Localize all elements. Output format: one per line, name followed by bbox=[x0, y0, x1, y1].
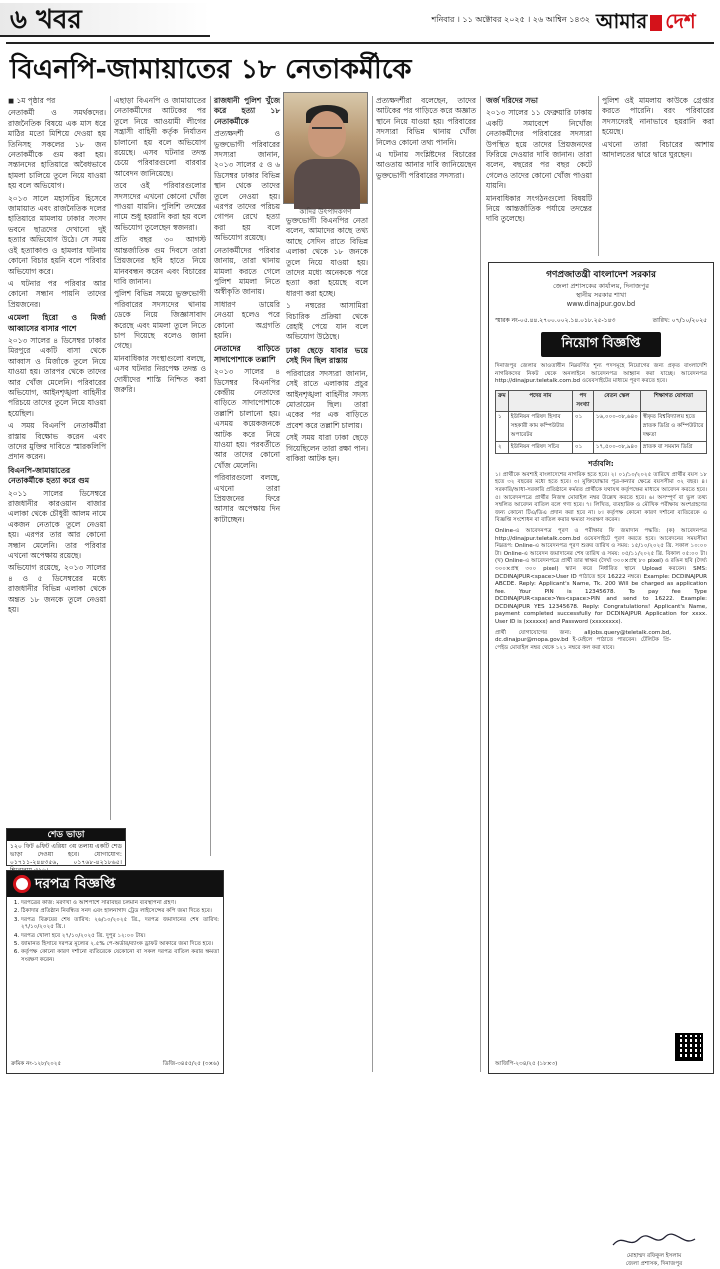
article-column-4 bbox=[286, 216, 368, 1072]
paragraph: ভুক্তভোগী বিএনপির নেতা বলেন, আমাদের কাছে তথ্য আছে সেদিন রাতে বিভিন্ন এলাকা থেকে ১৮ জনকে তুলে নিয়ে যাওয়া হয়। তাদের মধ্যে অনেককে পরে হত্যা করা হয়েছে বলে ধারণা করা হচ্ছে। bbox=[286, 216, 368, 298]
paragraph: তবে ওই পরিবারগুলোর সদস্যদের এখনো কোনো খোঁজ পাওয়া যায়নি। পুলিশি তদন্তের নামে শুধু হয়রানি করা হয় বলে অভিযোগ তুলেছেন স্বজনরা। bbox=[114, 181, 206, 232]
paragraph: নেতাকর্মীদের পরিবার জানায়, তারা থানায় মামলা করতে গেলে পুলিশ মামলা নিতে অস্বীকৃতি জানায়। bbox=[214, 245, 280, 297]
table-cell: ১৬,০০০-৩৮,৬৪০ bbox=[593, 411, 640, 441]
paragraph: এখনো তারা বিচারের আশায় আদালতের দ্বারে দ্বারে ঘুরছেন। bbox=[602, 139, 714, 160]
table-header: পদের নাম bbox=[508, 390, 572, 411]
paragraph: পরিবারের সদস্যরা জানান, সেই রাতে এলাকায় প্রচুর আইনশৃঙ্খলা বাহিনীর সদস্য মোতায়েন ছিল। তারা একের পর এক বাড়িতে প্রবেশ করে তল্লাশি চালায়। bbox=[286, 368, 368, 430]
list-item: 6. কর্তৃপক্ষ কোনো কারণ দর্শানো ব্যতিরেকে যেকোনো বা সকল দরপত্র বাতিল করার ক্ষমতা সংরক্ষণ করেন। bbox=[21, 949, 219, 964]
tender-footer-left: ক্রমিক নং-১২৮/২০২৫ bbox=[11, 1061, 62, 1067]
ad-memo-row bbox=[495, 315, 707, 326]
paragraph: ১ নম্বরের আসামিরা বিচারিক প্রক্রিয়া থেকে রেহাই পেয়ে যান বলে অভিযোগ উঠেছে। bbox=[286, 301, 368, 342]
paragraph: সেই সময় যারা ঢাকা ছেড়ে গিয়েছিলেন তারা রক্ষা পান। বাকিরা আটক হন। bbox=[286, 433, 368, 463]
list-item: 3. দরপত্র বিক্রয়ের শেষ তারিখ: ২৬/১০/২০২৫ খ্রি., দরপত্র জমাদানের শেষ তারিখ: ২৭/১০/২০২৫ খ্রি.। bbox=[21, 917, 219, 932]
vacancy-table bbox=[495, 390, 707, 454]
paragraph: ২০১৩ সালে মহাসচিব হিসেবে জামায়াত এবং রাজনৈতিক দলের হাতিয়ারে মামলায় ঢাকার সংসদ ভবনে ছাত্রদের দেখানো দুই হত্যার অভিযোগ উঠে। সে সময় ওই হত্যাকাণ্ড ও হামলার ঘটনায় কোনো বিচার হয়নি বলে পরিবার অভিযোগ করে। bbox=[8, 193, 106, 276]
qr-code-icon[interactable] bbox=[675, 1033, 703, 1061]
article-column-2 bbox=[114, 96, 206, 856]
classified-title: শেড ভাড়া bbox=[7, 829, 125, 841]
subheading: বিএনপি-জামায়াতের নেতাকর্মীকে হত্যা করে গুম bbox=[8, 465, 90, 486]
signatory-title: জেলা প্রশাসক, দিনাজপুর bbox=[625, 1261, 683, 1267]
paragraph: ২০১৩ সালের ৪ ডিসেম্বর বিএনপির কেন্দ্রীয় নেতাদের বাড়িতে সাদাপোশাকে তল্লাশি চালানো হয়। এসময় কয়েকজনকে আটক করে নিয়ে যাওয়া হয়। পরবর্তীতে আর তাদের কোনো খোঁজ মেলেনি। bbox=[214, 367, 280, 470]
paragraph: নেতাকর্মী ও সমর্থকদের। রাজনৈতিক বিষয়ে এক মাস ধরে মাঠির মতো মিশিয়ে দেওয়া হয় তিনিসহ সকলের ১৮ জন নেতাকর্মীকে গুম করা হয়। সন্তানদের হাতিয়ারে অবৈধভাবে হামলা চালিয়ে তুলে নিয়ে যাওয়া হয় বলে অভিযোগ। bbox=[8, 108, 106, 191]
paragraph: অভিযোগ রয়েছে, ২০১৩ সালের ৪ ও ৫ ডিসেম্বরের মধ্যে রাজধানীর বিভিন্ন এলাকা থেকে অন্তত ১৮ জনকে তুলে নেওয়া হয়। bbox=[8, 563, 106, 615]
signatory-name: মোহাম্মদ রফিকুল ইসলাম bbox=[626, 1253, 682, 1259]
tender-items bbox=[7, 897, 223, 964]
subheading: নেতাদের বাড়িতে সাদাপোশাকে তল্লাশি bbox=[214, 344, 280, 364]
subheading: এমেলা হিরো ও মির্জা আব্বাসের বাসার পাশে bbox=[8, 313, 106, 333]
paragraph: সাধারণ ডায়েরি নেওয়া হলেও পরে কোনো অগ্রগতি হয়নি। bbox=[214, 299, 280, 340]
paragraph: এ ঘটনায় সংশ্লিষ্টদের বিচারের আওতায় আনার দাবি জানিয়েছেন ভুক্তভোগী পরিবারের সদস্যরা। bbox=[376, 150, 476, 180]
ad-office: জেলা প্রশাসকের কার্যালয়, দিনাজপুর bbox=[553, 282, 649, 290]
tender-footer-right: ডিজি-৩৪৫৫/২৫ (৩×৬) bbox=[162, 1061, 219, 1067]
recruitment-advertisement bbox=[488, 262, 714, 1267]
paragraph: মানবাধিকার সংগঠনগুলো বিষয়টি নিয়ে আন্তর্জাতিক পর্যায়ে তদন্তের দাবি তুলেছে। bbox=[486, 193, 592, 224]
photo-glasses bbox=[312, 127, 342, 133]
column-divider bbox=[110, 96, 111, 820]
newspaper-brand bbox=[596, 6, 714, 36]
brand-first: আমার bbox=[596, 9, 648, 33]
paragraph: ◼ ১ম পৃষ্ঠার পর bbox=[8, 96, 56, 105]
brand-second: দেশ bbox=[665, 9, 696, 33]
table-header: বেতন স্কেল bbox=[593, 390, 640, 411]
paragraph: প্রতি বছর ৩০ আগস্ট আন্তর্জাতিক গুম দিবসে তারা প্রিয়জনের ছবি হাতে নিয়ে মানববন্ধন করেন এবং বিচারের দাবি জানান। bbox=[114, 235, 206, 286]
government-logo-icon bbox=[13, 875, 31, 893]
article-photo bbox=[283, 92, 368, 204]
classified-shed-rent bbox=[6, 828, 126, 866]
paragraph: ২০১৩ সালের ১১ ফেব্রুয়ারি ঢাকায় একটি সমাবেশে নিখোঁজ নেতাকর্মীদের পরিবারের সদস্যরা উপস্থিত হয়ে তাদের প্রিয়জনদের ফিরিয়ে দেওয়ার দাবি জানান। তারা বলেন, বছরের পর বছর কেটে গেলেও তাদের কোনো খোঁজ পাওয়া যায়নি। bbox=[486, 108, 592, 191]
list-item: 4. দরপত্র খোলা হবে ২৭/১০/২০২৫ খ্রি. দুপুর ১২:০০ টায়। bbox=[21, 933, 219, 940]
paragraph: ২০১৩ সালের ৪ ডিসেম্বর ঢাকার মিরপুরে একটি বাসা থেকে আব্বাস ও মির্জাকে তুলে নিয়ে যাওয়া হয়। তারপর থেকে তাদের আর খোঁজ মেলেনি। পরিবারের অভিযোগ, আইনশৃঙ্খলা বাহিনীর পরিচয়ে তাদের তুলে নিয়ে যাওয়া হয়েছিল। bbox=[8, 335, 106, 418]
list-item: 1. দরপত্রের কাজ: মরণখা ও আশপাশে সারাবছর চলমান ব্যবস্থাপনা গ্রহণ। bbox=[21, 900, 219, 907]
ad-footer-code: আর্জিপি-২৩৪/২৫ (১৮×৩) bbox=[495, 1061, 558, 1067]
ad-intro: দিনাজপুর জেলার আওতাধীন নিম্নবর্ণিত শূন্য পদসমূহে নিয়োগের জন্য প্রকৃত বাংলাদেশি নাগরিকদের নিকট থেকে অনলাইনে আবেদনপত্র আহ্বান করা যাচ্ছে। আবেদনপত্র http://dinajpur.teletalk.com.bd ওয়েবসাইটের মাধ্যমে পূরণ করতে হবে। bbox=[495, 363, 707, 385]
subheading: ঢাকা ছেড়ে যাবার ভয়ে সেই দিন ছিল রাস্তায় bbox=[286, 345, 368, 366]
paragraph: জর্জ দরিদের সভা bbox=[486, 96, 538, 105]
masthead bbox=[0, 0, 720, 44]
paragraph: এছাড়া বিএনপি ও জামায়াতের নেতাকর্মীদের আটকের পর তুলে নিয়ে আওয়ামী লীগের সন্ত্রাসী বাহিনী কর্তৃক নির্যাতন চালানো হয় বলে অভিযোগ রয়েছে। এসব ঘটনার তদন্ত চেয়ে পরিবারগুলো বারবার আবেদন জানিয়েছে। bbox=[114, 96, 206, 178]
article-column-5 bbox=[376, 96, 476, 1072]
classified-text: ১২০ ফিট ৬ফিট এরিয়া ৩য় তলায় একটি শেড ভাড়া দেওয়া হবে। যোগাযোগ: ০১৭১১-২৪৪৩৫৬, ০১৭৬৮-৪২১৮৬৫। bbox=[10, 843, 122, 866]
ad-memo-date: তারিখ: ০৭/১০/২০২৫ bbox=[652, 317, 707, 324]
table-header-row bbox=[496, 390, 707, 411]
photo-body bbox=[294, 159, 360, 209]
paragraph: প্রত্যক্ষদর্শীরা বলেছেন, তাদের আটকের পর গাড়িতে করে অজ্ঞাত স্থানে নিয়ে যাওয়া হয়। পরিবারের সদস্যরা বিভিন্ন থানায় খোঁজ নিলেও কোনো তথ্য পাননি। bbox=[376, 96, 476, 147]
signature-icon bbox=[609, 1231, 699, 1251]
header-rule bbox=[6, 42, 714, 44]
article-column-1 bbox=[8, 96, 106, 824]
tender-footer bbox=[7, 1058, 223, 1071]
table-header: শিক্ষাগত যোগ্যতা bbox=[640, 390, 706, 411]
table-cell: স্বীকৃত বিশ্ববিদ্যালয় হতে স্নাতক ডিগ্রি ও কম্পিউটারে দক্ষতা bbox=[640, 411, 706, 441]
instructions-text: Online-এ আবেদনপত্র পূরণ ও পরীক্ষার ফি জমাদান পদ্ধতি: (ক) আবেদনপত্র http://dinajpur.teletalk.com.bd ওয়েবসাইটে পূরণ করতে হবে। আবেদনের সময়সীমা নিম্নরূপ: Online-এ আবেদনপত্র পূরণ শুরুর তারিখ ও সময়: ১৫/১০/২০২৫ খ্রি. সকাল ১০:০০ টা। Online-এ আবেদন জমাদানের শেষ তারিখ ও সময়: ০৫/১১/২০২৫ খ্রি. বিকাল ০৫:০০ টা। (খ) Online-এ আবেদনপত্রে প্রার্থী তার স্বাক্ষর (দৈর্ঘ্য ৩০০×প্রস্থ ৮০ pixel) ও রঙিন ছবি (দৈর্ঘ্য ৩০০×প্রস্থ ৩০০ pixel) স্ক্যান করে নির্ধারিত স্থানে Upload করবেন। SMS: DCDINAJPUR<space>User ID পাঠাতে হবে 16222 নম্বরে। Example: DCDINAJPUR ABCDE. Reply: Applicant's Name, Tk. 200 Will be charged as application fee. Your PIN is 12345678. To pay fee Type DCDINAJPUR<space>Yes<space>PIN and send to 16222. Example: DCDINAJPUR YES 12345678. Reply: Congratulations! Applicant's Name, payment completed successfully for DCDINAJPUR Application for xxxx. User ID is (xxxxxx) and Password (xxxxxxxx). bbox=[495, 527, 707, 626]
tender-title: দরপত্র বিজ্ঞপ্তি bbox=[35, 876, 116, 892]
paragraph: মানবাধিকার সংস্থাগুলো বলছে, এসব ঘটনার নিরপেক্ষ তদন্ত ও দোষীদের শাস্তি নিশ্চিত করা জরুরি। bbox=[114, 353, 206, 394]
photo-caption: কাদির উৎপাদকগণ bbox=[299, 208, 352, 216]
ad-government-title: গণপ্রজাতন্ত্রী বাংলাদেশ সরকার bbox=[546, 270, 656, 280]
conditions-title: শর্তাবলি: bbox=[588, 459, 614, 468]
paragraph: প্রত্যক্ষদর্শী ও ভুক্তভোগী পরিবারের সদস্যরা জানান, ২০১৩ সালের ৫ ও ৬ ডিসেম্বর ঢাকার বিভিন্ন স্থান থেকে তাদের তুলে নেওয়া হয়। এরপর তাদের পরিচয় গোপন রেখে হত্যা করা হয় বলে অভিযোগ রয়েছে। bbox=[214, 129, 280, 243]
column-divider bbox=[598, 96, 599, 256]
page-section-label: ৬ খবর bbox=[0, 3, 210, 37]
tender-header bbox=[7, 871, 223, 897]
table-cell: ১ bbox=[496, 411, 509, 441]
table-header: ক্রম bbox=[496, 390, 509, 411]
list-item: 5. জামানত হিসাবে দরপত্র মূল্যের ২.৫% পে-অর্ডার/ব্যাংক ড্রাফট আকারে জমা দিতে হবে। bbox=[21, 941, 219, 948]
table-cell: স্নাতক বা সমমান ডিগ্রি bbox=[640, 441, 706, 453]
paragraph: এ ঘটনার পর পরিবার আর কোনো সন্ধান পায়নি তাদের প্রিয়জনের। bbox=[8, 278, 106, 309]
table-row bbox=[496, 411, 707, 441]
table-cell: ইউনিয়ন পরিষদ হিসাব সহকারী কাম কম্পিউটার অপারেটর bbox=[508, 411, 572, 441]
column-divider bbox=[372, 96, 373, 1072]
ad-website[interactable]: www.dinajpur.gov.bd bbox=[566, 300, 636, 308]
column-divider bbox=[210, 96, 211, 856]
paragraph: পরিবারগুলো বলছে, এখনো তারা প্রিয়জনের ফিরে আসার অপেক্ষায় দিন কাটাচ্ছেন। bbox=[214, 473, 280, 524]
paragraph: এ সময় বিএনপি নেতাকর্মীরা রাস্তায় বিক্ষোভ করেন এবং তাদের মুক্তির দাবিতে স্মারকলিপি প্রদান করেন। bbox=[8, 421, 106, 462]
table-header: পদ সংখ্যা bbox=[572, 390, 593, 411]
conditions-text: ১। প্রার্থীকে অবশ্যই বাংলাদেশের নাগরিক হতে হবে। ২। ০১/১০/২০২৫ তারিখে প্রার্থীর বয়স ১৮ হতে ৩২ বছরের মধ্যে হতে হবে। ৩। মুক্তিযোদ্ধার পুত্র-কন্যার ক্ষেত্রে বয়সসীমা ৩২ বছর। ৪। সরকারি/আধা-সরকারি প্রতিষ্ঠানে কর্মরত প্রার্থীকে যথাযথ কর্তৃপক্ষের মাধ্যমে আবেদন করতে হবে। ৫। আবেদনপত্রে প্রার্থীর নিজস্ব মোবাইল নম্বর উল্লেখ করতে হবে। ৬। অসম্পূর্ণ বা ভুল তথ্য সম্বলিত আবেদন বাতিল বলে গণ্য হবে। ৭। লিখিত, ব্যবহারিক ও মৌখিক পরীক্ষায় অংশগ্রহণের জন্য কোনো টিএ/ডিএ প্রদান করা হবে না। ৮। কর্তৃপক্ষ কোনো কারণ দর্শানো ব্যতিরেকে এ বিজ্ঞপ্তি সংশোধন বা বাতিল করার ক্ষমতা সংরক্ষণ করেন। bbox=[495, 471, 707, 524]
column-divider bbox=[480, 96, 481, 1072]
table-cell: ইউনিয়ন পরিষদ সচিব bbox=[508, 441, 572, 453]
paragraph: পুলিশ বিভিন্ন সময়ে ভুক্তভোগী পরিবারের সদস্যদের থানায় ডেকে নিয়ে জিজ্ঞাসাবাদ করেছে এবং মামলা তুলে নিতে চাপ দিয়েছে বলেও জানা গেছে। bbox=[114, 289, 206, 351]
tender-notice bbox=[6, 870, 224, 1074]
paragraph: পুলিশ ওই মামলায় কাউকে গ্রেপ্তার করতে পারেনি। বরং পরিবারের সদস্যদেরই নানাভাবে হয়রানি করা হয়েছে। bbox=[602, 96, 714, 137]
paragraph: রাজধানী পুলিশ খুঁজে করে হত্যা ১৮ নেতাকর্মীকে bbox=[214, 96, 280, 126]
ad-memo-number: স্মারক নং-০৫.৪৪.২৭০০.০০২.১৪.০১৮.২৫-১৪৩ bbox=[495, 317, 616, 324]
table-cell: ০১ bbox=[572, 411, 593, 441]
ad-title: নিয়োগ বিজ্ঞপ্তি bbox=[541, 332, 661, 357]
table-cell: ১৭,৫০০-৩৮,৯৪০ bbox=[593, 441, 640, 453]
ad-section: স্থানীয় সরকার শাখা bbox=[575, 291, 627, 299]
helpline-text: প্রার্থী যোগাযোগের জন্য: alljobs.query@teletalk.com.bd, dc.dinajpur@mopa.gov.bd ই-মেইলে পাঠাতে পারবেন। টেলিটক প্রি-পেইড মোবাইল নম্বর থেকে ১২১ নম্বরে কল করা যাবে। bbox=[495, 629, 671, 651]
article-headline: বিএনপি-জামায়াতের ১৮ নেতাকর্মীকে bbox=[10, 54, 412, 85]
table-row bbox=[496, 441, 707, 453]
brand-flag-icon bbox=[650, 15, 662, 31]
table-cell: ০১ bbox=[572, 441, 593, 453]
dateline: শনিবার । ১১ অক্টোবর ২০২৫ । ২৬ আশ্বিন ১৪৩২ bbox=[431, 15, 590, 24]
table-cell: ২ bbox=[496, 441, 509, 453]
photo-face bbox=[308, 111, 346, 157]
article-column-7 bbox=[602, 96, 714, 256]
list-item: 2. ঠিকাদার প্রতিষ্ঠান নিবন্ধিত সনদ এবং হালনাগাদ ট্রেড লাইসেন্সের কপি জমা দিতে হবে। bbox=[21, 908, 219, 915]
article-column-6 bbox=[486, 96, 592, 256]
paragraph: ২০১১ সালের ডিসেম্বরে রাজধানীর কারওয়ান বাজার এলাকা থেকে চৌধুরী আলম নামে একজন নেতাকে তুলে নেওয়া হয়। এরপর তার আর কোনো সন্ধান মেলেনি। তার পরিবার এখনো অপেক্ষায় রয়েছে। bbox=[8, 488, 106, 561]
